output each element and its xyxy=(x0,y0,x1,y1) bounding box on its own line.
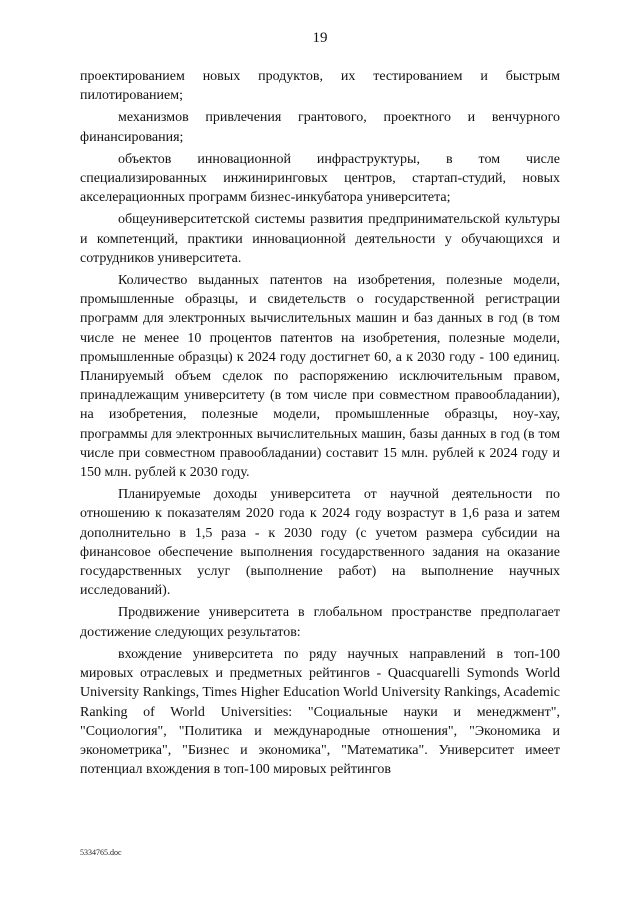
document-code: 5334765.doc xyxy=(80,848,122,857)
paragraph: механизмов привлечения грантового, проектного и венчурного финансирования; xyxy=(80,110,560,145)
paragraph: объектов инновационной инфраструктуры, в том числе специализированных инжиниринговых центров, стартап-студий, новых акселерационных программ бизнес-инкубатора университета; xyxy=(80,151,560,206)
page-number: 19 xyxy=(312,30,328,46)
paragraph: Продвижение университета в глобальном пространстве предполагает достижение следующих результатов: xyxy=(80,605,560,640)
paragraph: Планируемые доходы университета от научной деятельности по отношению к показателям 2020 года к 2024 году возрастут в 1,6 раза и затем дополнительно в 1,5 раза - к 2030 году (с учетом размера субсидии на финансовое обеспечение выполнения государственного задания на оказание государственных услуг (выполнение работ) на выполнение научных исследований). xyxy=(80,487,560,599)
paragraph: вхождение университета по ряду научных направлений в топ-100 мировых отраслевых и предметных рейтингов - Quacquarelli Symonds World University Rankings, Times Higher Education World University Rankings, Academic Ranking of World Universities: "Социальные науки и менеджмент", "Социология", "Политика и международные отношения", "Экономика и эконометрика", "Бизнес и экономика", "Математика". Университет имеет потенциал вхождения в топ-100 мировых рейтингов xyxy=(80,646,560,778)
paragraph: общеуниверситетской системы развития предпринимательской культуры и компетенций, практики инновационной деятельности у обучающихся и сотрудников университета. xyxy=(80,212,560,266)
paragraph: проектированием новых продуктов, их тестированием и быстрым пилотированием; xyxy=(80,69,560,104)
paragraph: Количество выданных патентов на изобретения, полезные модели, промышленные образцы, и свидетельств о государственной регистрации программ для электронных вычислительных машин и баз данных в год (в том числе не менее 10 процентов патентов на изобретения, полезные модели, промышленные образцы) к 2024 году достигнет 60, а к 2030 году - 100 единиц. Планируемый объем сделок по распоряжению исключительным правом, принадлежащим университету (в том числе при совместном правообладании), на изобретения, полезные модели, промышленные образцы, ноу-хау, программы для электронных вычислительных машин, базы данных в год (в том числе при совместном правообладании) составит 15 млн. рублей к 2024 году и 150 млн. рублей к 2030 году. xyxy=(80,273,560,481)
document-body xyxy=(80,67,560,782)
